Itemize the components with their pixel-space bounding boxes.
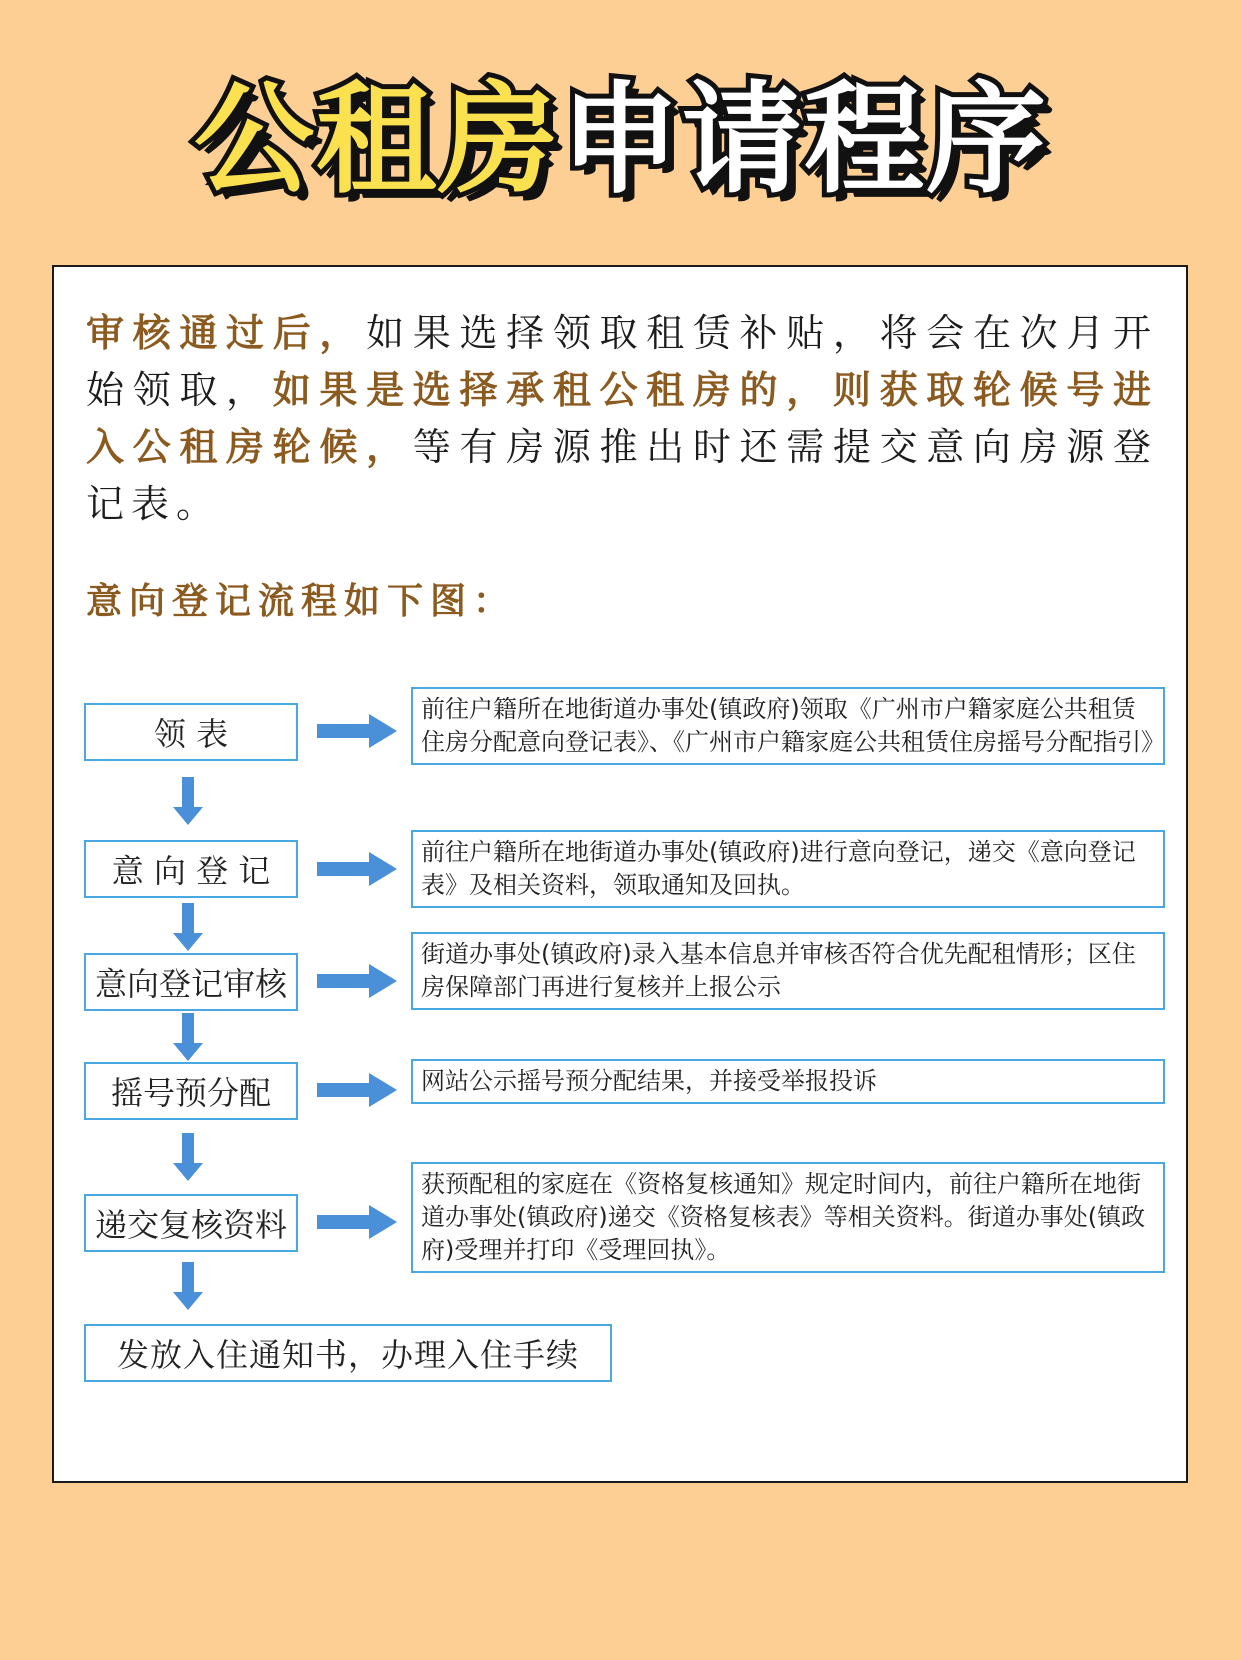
- intro-text-2: 等有房源推出时还需提交意向房源登记表。: [86, 425, 1158, 526]
- right-arrow-icon: [317, 714, 397, 748]
- right-arrow-icon: [317, 1205, 397, 1239]
- title-highlight: 公租房: [194, 71, 560, 210]
- flow-step-lottery-desc: 网站公示摇号预分配结果，并接受举报投诉: [411, 1059, 1165, 1104]
- flow-subheading: 意向登记流程如下图：: [86, 581, 517, 622]
- flow-step-get-form: 领 表: [84, 703, 298, 761]
- flow-step-register: 意 向 登 记: [84, 840, 298, 898]
- flow-step-get-form-desc: 前往户籍所在地街道办事处(镇政府)领取《广州市户籍家庭公共租赁住房分配意向登记表》、《广州市户籍家庭公共租赁住房摇号分配指引》: [411, 687, 1165, 765]
- flow-step-review-desc: 街道办事处(镇政府)录入基本信息并审核否符合优先配租情形；区住房保障部门再进行复核并上报公示: [411, 932, 1165, 1010]
- right-arrow-icon: [317, 964, 397, 998]
- right-arrow-icon: [317, 852, 397, 886]
- flow-step-move-in: 发放入住通知书，办理入住手续: [84, 1324, 612, 1382]
- right-arrow-icon: [317, 1073, 397, 1107]
- intro-highlight-2: 如果是选择承租公租房的，则获取轮候号进入公租房轮候，: [86, 368, 1158, 469]
- intro-paragraph: [86, 305, 1158, 533]
- intro-text-1: 如果选择领取租赁补贴，将会在次月开始领取，: [86, 311, 1158, 412]
- down-arrow-icon: [173, 777, 203, 825]
- flow-step-lottery: 摇号预分配: [84, 1062, 298, 1120]
- down-arrow-icon: [173, 1013, 203, 1061]
- flow-step-submit-review: 递交复核资料: [84, 1194, 298, 1252]
- down-arrow-icon: [173, 903, 203, 951]
- content-card: [52, 265, 1188, 1483]
- intro-highlight-1: 审核通过后，: [86, 311, 367, 355]
- page-title: [0, 66, 1242, 216]
- down-arrow-icon: [173, 1133, 203, 1181]
- flow-step-review: 意向登记审核: [84, 953, 298, 1011]
- flow-step-submit-review-desc: 获预配租的家庭在《资格复核通知》规定时间内，前往户籍所在地街道办事处(镇政府)递交《资格复核表》等相关资料。街道办事处(镇政府)受理并打印《受理回执》。: [411, 1162, 1165, 1273]
- flow-step-register-desc: 前往户籍所在地街道办事处(镇政府)进行意向登记，递交《意向登记表》及相关资料，领取通知及回执。: [411, 830, 1165, 908]
- down-arrow-icon: [173, 1262, 203, 1310]
- title-main: 申请程序: [560, 71, 1048, 210]
